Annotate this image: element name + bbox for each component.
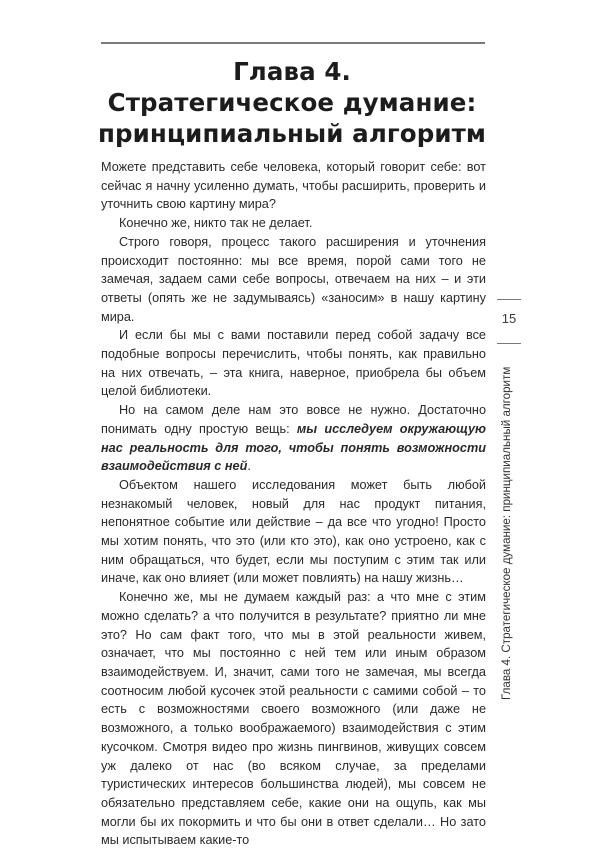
chapter-number: Глава 4. — [233, 57, 351, 86]
paragraph-5-emphasis: мы исследуем окружающую нас реальность для того, чтобы понять возможности взаимодействия с ней — [101, 421, 486, 474]
paragraph-1: Можете представить себе человека, который говорит себе: вот сейчас я начну усиленно думать, чтобы расширить, проверить и уточнить свою картину мира? — [101, 160, 486, 212]
paragraph-5-tail: . — [247, 459, 251, 474]
top-rule — [101, 42, 485, 44]
chapter-title-line-2: принципиальный алгоритм — [97, 119, 487, 148]
paragraph-7: Конечно же, мы не думаем каждый раз: а что мне с этим можно сделать? а что получится в результате? приятно ли мне это? Но сам факт того, что мы в этой реальности живем, означает, что мы постоянно с ней тем или иным образом взаимодействуем. И, значит, сами того не замечая, мы всегда соотносим любой кусочек этой реальности с самими собой – то есть с возможностями своего возможного (или даже не возможного, а только воображаемого) взаимодействия с этим кусочком. Смотря видео про жизнь пингвинов, живущих совсем уж далеко от нас (во всяком случае, за пределами туристических интересов большинства людей), мы совсем не обязательно представляем себе, какие они на ощупь, как мы могли бы их покормить и что бы они в ответ сделали… Но зато мы испытываем какие-то — [101, 590, 486, 848]
paragraph-5-lead: Но на самом деле нам это вовсе не нужно. Достаточно понимать одну простую вещь: — [101, 403, 486, 436]
page-number: 15 — [501, 311, 517, 326]
body-text — [101, 158, 486, 850]
running-head: Глава 4. Стратегическое думание: принципиальный алгоритм — [500, 366, 513, 700]
paragraph-6: Объектом нашего исследования может быть любой незнакомый человек, новый для нас продукт питания, непонятное событие или действие – да все что угодно! Просто мы хотим понять, что это (или кто это), как оно устроено, как с ним обращаться, что будет, если мы поступим с этим так или иначе, как оно влияет (или может повлиять) на нашу жизнь… — [101, 477, 486, 586]
paragraph-5 — [101, 401, 486, 476]
page-number-rule-bottom — [497, 343, 521, 344]
page-number-rule-top — [497, 299, 521, 300]
paragraph-4: И если бы мы с вами поставили перед собой задачу все подобные вопросы перечислить, чтобы понять, как правильно на них отвечать, – эта книга, наверное, приобрела бы объем целой библиотеки. — [101, 328, 486, 399]
paragraph-2: Конечно же, никто так не делает. — [119, 216, 313, 231]
chapter-title — [90, 56, 494, 149]
chapter-title-line-1: Стратегическое думание: — [107, 88, 477, 117]
paragraph-3: Строго говоря, процесс такого расширения и уточнения происходит постоянно: мы все время, порой сами того не замечая, задаем сами себе вопросы, отвечаем на них – и эти ответы (опять же не задумываясь) «заносим» в нашу картину мира. — [101, 234, 486, 324]
